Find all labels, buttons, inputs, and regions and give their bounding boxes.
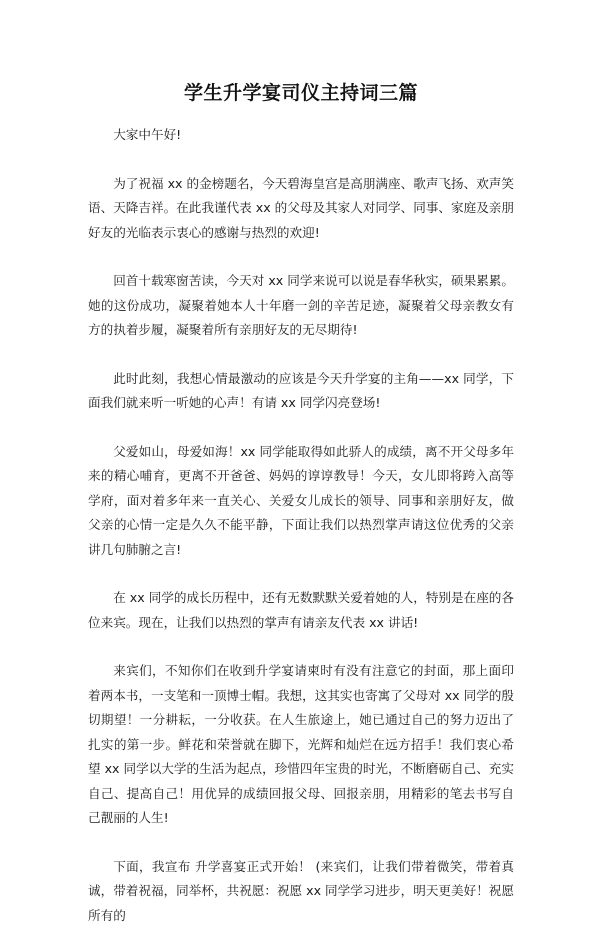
document-title: 学生升学宴司仪主持词三篇 [88,78,514,105]
paragraph-invite-father: 父爱如山，母爱如海！xx 同学能取得如此骄人的成绩，离不开父母多年来的精心哺育，更离不开爸爸、妈妈的谆谆教导！今天，女儿即将跨入高等学府，面对着多年来一直关心、关爱女儿成长的领导、同事和亲朋好友，做父亲的心情一定是久久不能平静，下面让我们以热烈掌声请这位优秀的父亲讲几句肺腑之言! [88,440,514,563]
paragraph-invite-student: 此时此刻，我想心情最激动的应该是今天升学宴的主角——xx 同学，下面我们就来听一听她的心声！有请 xx 同学闪亮登场! [88,367,514,416]
paragraph-welcome: 为了祝福 xx 的金榜题名，今天碧海皇宫是高朋满座、歌声飞扬、欢声笑语、天降吉祥。在此我谨代表 xx 的父母及其家人对同学、同事、家庭及亲朋好友的光临表示衷心的感谢与热烈的欢迎! [88,172,514,246]
paragraph-achievement: 回首十载寒窗苦读，今天对 xx 同学来说可以说是春华秋实，硕果累累。她的这份成功，凝聚着她本人十年磨一剑的辛苦足迹，凝聚着父母亲教女有方的执着步履，凝聚着所有亲朋好友的无尽期待! [88,269,514,343]
paragraph-banquet-start: 下面，我宣布 升学喜宴正式开始！ (来宾们，让我们带着微笑，带着真诚，带着祝福，同举杯，共祝愿：祝愿 xx 同学学习进步，明天更美好！祝愿所有的 [88,855,514,928]
paragraph-invite-guest: 在 xx 同学的成长历程中，还有无数默默关爱着她的人，特别是在座的各位来宾。现在，让我们以热烈的掌声有请亲友代表 xx 讲话! [88,586,514,635]
paragraph-wishes: 来宾们，不知你们在收到升学宴请柬时有没有注意它的封面，那上面印着两本书，一支笔和一顶博士帽。我想，这其实也寄寓了父母对 xx 同学的殷切期望！一分耕耘，一分收获。在人生旅途上，她已通过自己的努力迈出了扎实的第一步。鲜花和荣誉就在脚下，光辉和灿烂在远方招手！我们衷心希望 xx 同学以大学的生活为起点，珍惜四年宝贵的时光，不断磨砺自己、充实自己、提高自己！用优异的成绩回报父母、回报亲朋，用精彩的笔去书写自己靓丽的人生! [88,659,514,831]
greeting-paragraph: 大家中午好! [88,123,514,148]
